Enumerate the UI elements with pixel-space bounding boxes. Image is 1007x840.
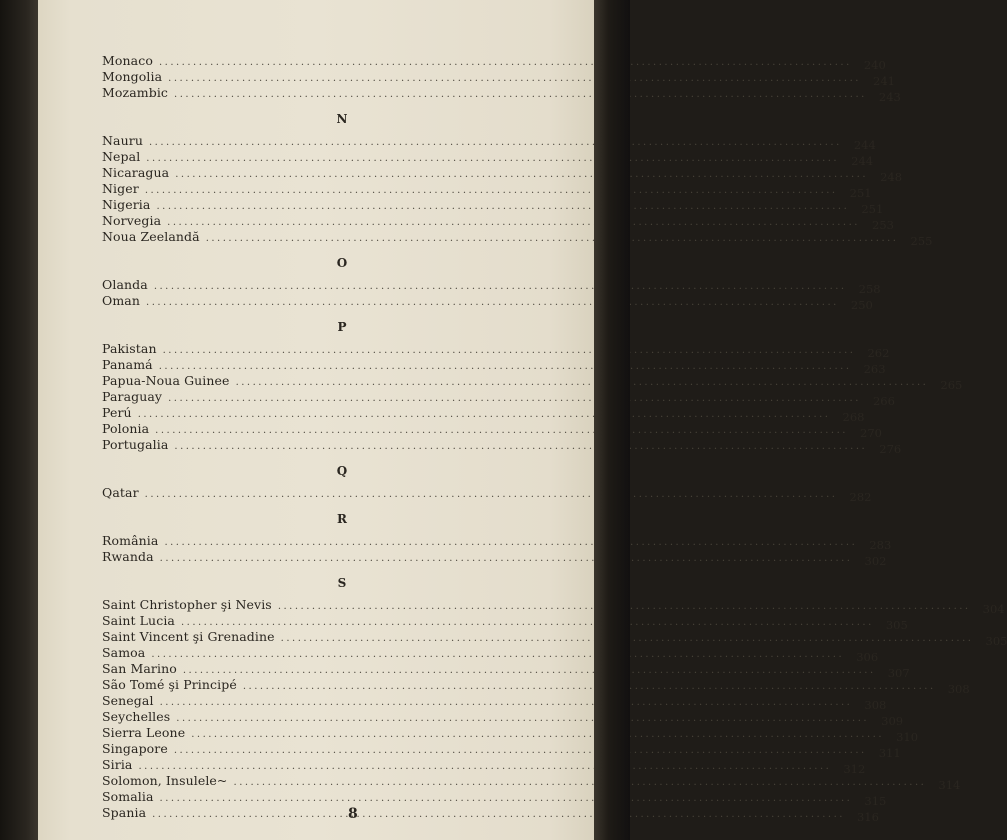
dot-leader — [234, 775, 927, 791]
dot-leader — [160, 551, 853, 567]
dot-leader — [236, 375, 929, 391]
entry-title: Monaco — [102, 53, 153, 68]
dot-leader — [152, 807, 845, 823]
entry-page-number: 251 — [861, 202, 884, 216]
toc-entry — [102, 741, 901, 760]
entry-title: Samoa — [102, 645, 146, 660]
entry-page-number: 316 — [856, 810, 879, 824]
entry-title: Sierra Leone — [102, 725, 186, 740]
entry-title: România — [102, 533, 159, 548]
entry-title: Pakistan — [102, 341, 157, 356]
toc-entry — [102, 293, 873, 312]
entry-page-number: 266 — [872, 394, 895, 408]
toc-entry — [102, 421, 882, 440]
section-letter: R — [337, 512, 347, 526]
dot-leader — [168, 391, 861, 407]
entry-title: Papua-Noua Guinee — [102, 373, 230, 388]
dot-leader — [191, 727, 884, 743]
entry-title: Nigeria — [102, 197, 151, 212]
entry-title: Nauru — [102, 133, 143, 148]
entry-page-number: 312 — [843, 762, 866, 776]
dot-leader — [160, 791, 853, 807]
entry-title: Singapore — [102, 741, 168, 756]
entry-page-number: 283 — [869, 538, 892, 552]
dot-leader — [149, 135, 842, 151]
entry-title: Noua Zeelandă — [102, 229, 200, 244]
section-letter: N — [336, 112, 348, 126]
entry-page-number: 308 — [947, 682, 970, 696]
dot-leader — [146, 151, 839, 167]
toc-entry — [102, 725, 919, 744]
dot-leader — [174, 439, 867, 455]
toc-entry — [102, 149, 874, 168]
entry-page-number: 241 — [873, 74, 895, 88]
entry-page-number: 262 — [867, 346, 890, 360]
dot-leader — [164, 535, 857, 551]
dot-leader — [154, 279, 847, 295]
entry-page-number: 268 — [842, 410, 865, 424]
toc-entry — [102, 693, 887, 712]
dot-leader — [156, 199, 849, 215]
toc-entry — [102, 437, 902, 456]
entry-page-number: 258 — [858, 282, 881, 296]
entry-title: Paraguay — [102, 389, 163, 404]
toc-entry — [102, 181, 872, 200]
entry-title: Saint Christopher şi Nevis — [102, 597, 272, 612]
toc-entry — [102, 197, 884, 216]
toc-entry — [102, 229, 933, 248]
entry-title: Saint Lucia — [102, 613, 175, 628]
toc-entry — [102, 613, 908, 632]
toc-entry — [102, 373, 963, 392]
entry-page-number: 310 — [896, 730, 919, 744]
toc-entry — [102, 789, 887, 808]
entry-page-number: 250 — [850, 298, 873, 312]
toc-entry — [102, 357, 886, 376]
entry-page-number: 243 — [878, 90, 901, 104]
dot-leader — [159, 359, 852, 375]
dot-leader — [145, 487, 838, 503]
entry-page-number: 308 — [864, 698, 887, 712]
dot-leader — [174, 743, 867, 759]
toc-entry — [102, 277, 881, 296]
entry-page-number: 251 — [849, 186, 872, 200]
dot-leader — [146, 295, 839, 311]
toc-entry — [102, 53, 886, 72]
entry-page-number: 304 — [982, 602, 1005, 616]
entry-title: Solomon, Insulele~ — [102, 773, 228, 788]
dot-leader — [181, 615, 874, 631]
entry-title: Saint Vincent şi Grenadine — [102, 629, 275, 644]
entry-page-number: 311 — [878, 746, 901, 760]
toc-entry — [102, 485, 872, 504]
toc-entry — [102, 677, 970, 696]
toc-entry — [102, 629, 1007, 648]
right-binding-shadow — [594, 0, 630, 840]
toc-entry — [102, 661, 910, 680]
entry-page-number: 305 — [885, 618, 908, 632]
entry-title: San Marino — [102, 661, 177, 676]
dot-leader — [183, 663, 876, 679]
entry-title: Senegal — [102, 693, 154, 708]
entry-title: Polonia — [102, 421, 150, 436]
book-page — [38, 0, 1007, 840]
toc-entry — [102, 69, 895, 88]
dot-leader — [163, 343, 856, 359]
toc-entry — [102, 165, 903, 184]
entry-title: Portugalia — [102, 437, 169, 452]
entry-page-number: 282 — [849, 490, 872, 504]
entry-title: Nicaragua — [102, 165, 170, 180]
toc-entry — [102, 773, 961, 792]
entry-page-number: 305 — [985, 634, 1007, 648]
dot-leader — [151, 647, 844, 663]
entry-title: Qatar — [102, 485, 139, 500]
entry-page-number: 309 — [881, 714, 904, 728]
entry-title: Rwanda — [102, 549, 154, 564]
dot-leader — [174, 87, 867, 103]
entry-title: Nepal — [102, 149, 141, 164]
entry-page-number: 265 — [940, 378, 963, 392]
entry-page-number: 270 — [860, 426, 882, 440]
toc-entry — [102, 533, 892, 552]
entry-page-number: 244 — [853, 138, 876, 152]
dot-leader — [167, 215, 860, 231]
entry-title: Perú — [102, 405, 132, 420]
entry-page-number: 306 — [856, 650, 879, 664]
entry-title: Niger — [102, 181, 139, 196]
toc-entry — [102, 389, 895, 408]
page-number: 8 — [348, 806, 358, 822]
entry-page-number: 248 — [880, 170, 903, 184]
dot-leader — [139, 759, 832, 775]
entry-title: Norvegia — [102, 213, 162, 228]
toc-entry — [102, 405, 865, 424]
entry-page-number: 307 — [887, 666, 910, 680]
section-letter: Q — [336, 464, 348, 478]
dot-leader — [175, 167, 868, 183]
dot-leader — [159, 55, 852, 71]
toc-entry — [102, 757, 866, 776]
entry-title: Seychelles — [102, 709, 171, 724]
entry-title: Panamá — [102, 357, 153, 372]
dot-leader — [176, 711, 869, 727]
entry-page-number: 314 — [938, 778, 961, 792]
entry-page-number: 255 — [910, 234, 933, 248]
entry-page-number: 263 — [863, 362, 886, 376]
dot-leader — [168, 71, 861, 87]
entry-page-number: 253 — [872, 218, 894, 232]
entry-page-number: 302 — [864, 554, 887, 568]
entry-title: São Tomé şi Principé — [102, 677, 237, 692]
dot-leader — [243, 679, 936, 695]
toc-entry — [102, 709, 904, 728]
entry-title: Oman — [102, 293, 141, 308]
entry-page-number: 315 — [864, 794, 887, 808]
entry-page-number: 244 — [851, 154, 874, 168]
toc-entry — [102, 597, 1005, 616]
table-of-contents — [102, 53, 1007, 824]
dot-leader — [145, 183, 838, 199]
entry-page-number: 276 — [879, 442, 902, 456]
toc-entry — [102, 133, 876, 152]
toc-entry — [102, 85, 901, 104]
toc-entry — [102, 645, 879, 664]
toc-entry — [102, 341, 890, 360]
dot-leader — [138, 407, 831, 423]
toc-entry — [102, 213, 894, 232]
dot-leader — [160, 695, 853, 711]
entry-title: Mongolia — [102, 69, 163, 84]
entry-title: Olanda — [102, 277, 148, 292]
entry-title: Siria — [102, 757, 133, 772]
entry-title: Spania — [102, 805, 147, 820]
section-letter: P — [337, 320, 347, 334]
entry-title: Somalia — [102, 789, 154, 804]
entry-page-number: 240 — [863, 58, 886, 72]
dot-leader — [155, 423, 848, 439]
left-binding-shadow — [0, 0, 38, 840]
dot-leader — [206, 231, 899, 247]
entry-title: Mozambic — [102, 85, 169, 100]
toc-entry — [102, 549, 887, 568]
section-letter: S — [337, 576, 347, 590]
section-letter: O — [336, 256, 348, 270]
